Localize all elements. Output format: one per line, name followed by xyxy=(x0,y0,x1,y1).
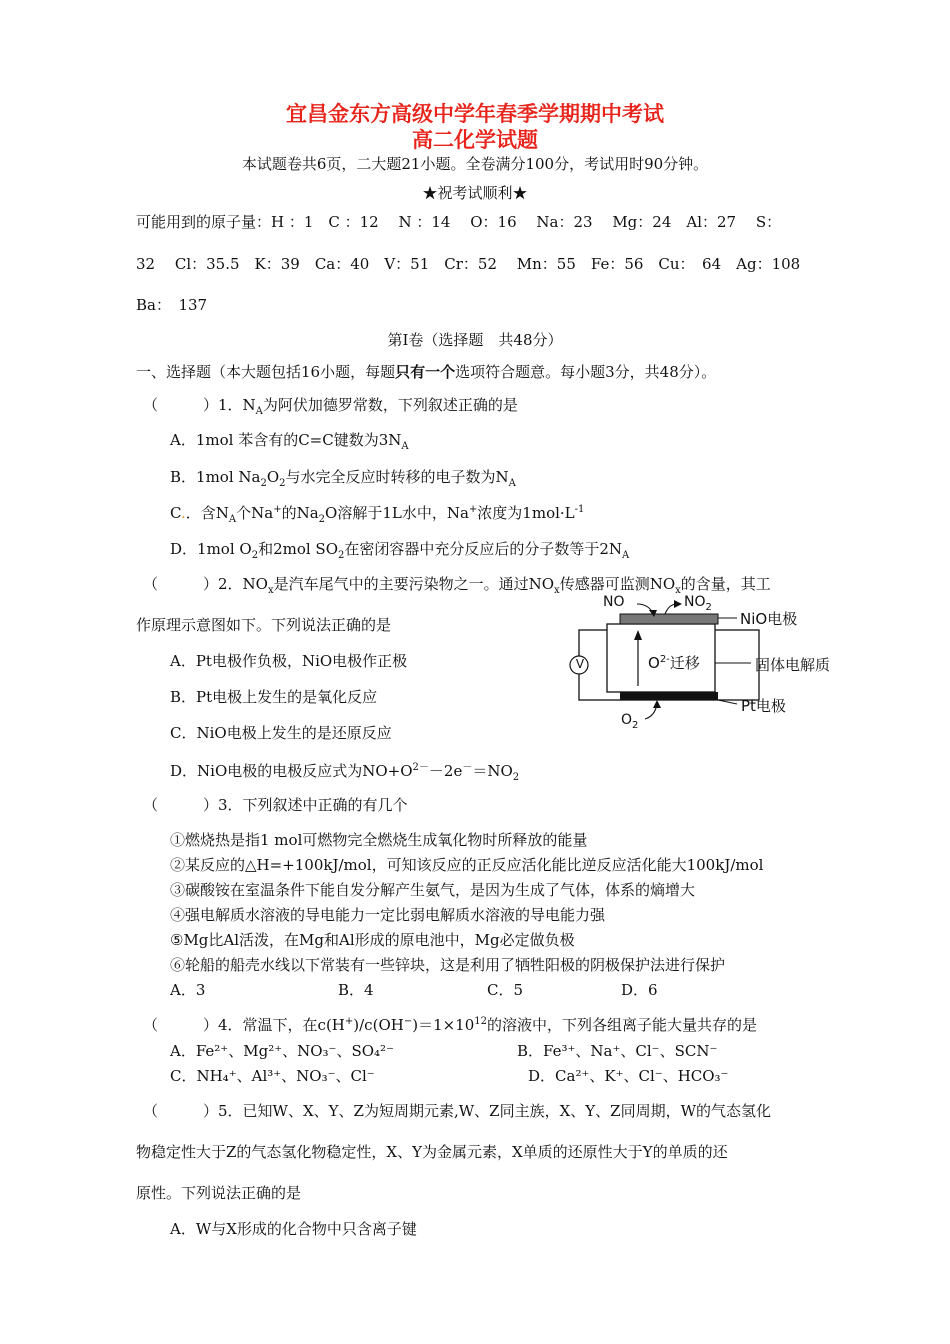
q1-option-a: A．1mol 苯含有的C=C键数为$3N_A$ xyxy=(170,431,409,452)
q1-stem: （ ）1．$N_A$为阿伏加德罗常数，下列叙述正确的是 xyxy=(143,396,518,417)
diagram-label-electrolyte: 固体电解质 xyxy=(755,656,831,674)
q4-option-c: C．NH₄⁺、Al³⁺、NO₃⁻、Cl⁻ xyxy=(170,1067,375,1085)
q1-option-b: B．1mol $Na_2O_2$与水完全反应时转移的电子数为$N_A$ xyxy=(170,468,516,489)
q2-option-c: C．NiO电极上发生的是还原反应 xyxy=(170,724,392,742)
diagram-label-no2: $NO_2$ xyxy=(684,594,712,613)
exam-subtitle: 高二化学试题 xyxy=(412,128,538,152)
q3-item-6: ⑥轮船的船壳水线以下常装有一些锌块，这是利用了牺牲阳极的阴极保护法进行保护 xyxy=(170,956,726,974)
q3-item-5: ⑤Mg比Al活泼，在Mg和Al形成的原电池中，Mg必定做负极 xyxy=(170,931,575,949)
q5-option-a: A．W与X形成的化合物中只含离子键 xyxy=(170,1220,417,1238)
q3-option-c: C．5 xyxy=(487,981,524,999)
atomic-mass-line-1: 可能用到的原子量：H ：1 C ：12 N ：14 O：16 Na：23 Mg：24 Al：27 S： xyxy=(136,213,782,231)
instr-emphasis: 只有一个 xyxy=(395,363,456,381)
diagram-label-pt: Pt电极 xyxy=(741,697,786,715)
o2-in-arrow-head xyxy=(653,700,661,708)
q5-stem-line-1: （ ）5．已知W、X、Y、Z为短周期元素,W、Z同主族，X、Y、Z同周期，W的气态氢化 xyxy=(143,1102,771,1120)
q2-option-d: D．NiO电极的电极反应式为$NO+O^{2-}-2e^-=NO_2$ xyxy=(170,762,520,783)
atomic-mass-line-3: Ba： 137 xyxy=(136,296,208,314)
q4-option-d: D．Ca²⁺、K⁺、Cl⁻、HCO₃⁻ xyxy=(528,1067,729,1085)
q3-item-1: ①燃烧热是指1 mol可燃物完全燃烧生成氧化物时所释放的能量 xyxy=(170,831,588,849)
q2-option-b: B．Pt电极上发生的是氧化反应 xyxy=(170,688,378,706)
atomic-mass-line-2: 32 Cl：35.5 K：39 Ca：40 V：51 Cr：52 Mn：55 Fe：56 Cu： 64 Ag：108 xyxy=(136,255,801,273)
q5-stem-line-2: 物稳定性大于Z的气态氢化物稳定性，X、Y为金属元素，X单质的还原性大于Y的单质的还 xyxy=(136,1143,728,1161)
q4-option-b: B．Fe³⁺、Na⁺、Cl⁻、SCN⁻ xyxy=(517,1042,718,1060)
q3-option-d: D．6 xyxy=(621,981,658,999)
section-instructions: 一、选择题（本大题包括16小题，每题只有一个选项符合题意。每小题3分，共48分）。 xyxy=(136,363,717,381)
section-title: 第Ⅰ卷（选择题 共48分） xyxy=(387,331,563,349)
no2-out-arrow-head xyxy=(674,600,682,608)
exam-wish: ★祝考试顺利★ xyxy=(422,184,528,202)
diagram-label-no: NO xyxy=(603,594,625,610)
diagram-label-v: V xyxy=(575,657,585,671)
exam-title: 宜昌金东方高级中学年春季学期期中考试 xyxy=(286,102,664,126)
q3-item-4: ④强电解质水溶液的导电能力一定比弱电解质水溶液的导电能力强 xyxy=(170,906,606,924)
q1-option-c: C.．含$N_A$个Na+的$Na_2O$溶解于1L水中，Na+浓度为$1mol\cdot L^{-1}$ xyxy=(170,504,585,525)
diagram-label-o2-migrate: $O^{2-}$迁移 xyxy=(648,654,700,672)
exam-intro: 本试题卷共6页，二大题21小题。全卷满分100分，考试用时90分钟。 xyxy=(241,155,709,173)
q2-option-a: A．Pt电极作负极，NiO电极作正极 xyxy=(170,652,408,670)
diagram-label-o2: $O_2$ xyxy=(621,712,639,731)
q3-stem: （ ）3．下列叙述中正确的有几个 xyxy=(143,796,408,814)
q1-option-d: D．1mol $O_2$和2mol $SO_2$在密闭容器中充分反应后的分子数等于$2N_A$ xyxy=(170,540,630,561)
q3-option-a: A．3 xyxy=(170,981,206,999)
q5-stem-line-3: 原性。下列说法正确的是 xyxy=(136,1184,302,1202)
q4-stem: （ ）4．常温下，在$c(H^+)/c(OH^-)=1\times 10^{12}$的溶液中，下列各组离子能大量共存的是 xyxy=(143,1016,758,1034)
pt-electrode xyxy=(620,692,718,700)
q3-item-2: ②某反应的△H=+100kJ/mol，可知该反应的正反应活化能比逆反应活化能大100kJ/mol xyxy=(170,856,764,874)
q4-option-a: A．Fe²⁺、Mg²⁺、NO₃⁻、SO₄²⁻ xyxy=(170,1042,394,1060)
q3-item-3: ③碳酸铵在室温条件下能自发分解产生氨气，是因为生成了气体，体系的熵增大 xyxy=(170,881,696,899)
no-in-arrow xyxy=(637,604,653,614)
q2-stem-line-2: 作原理示意图如下。下列说法正确的是 xyxy=(136,616,392,634)
q2-stem: （ ）2．$NO_x$是汽车尾气中的主要污染物之一。通过$NO_x$传感器可监测$NO_x$的含量，其工 xyxy=(143,575,771,596)
nio-electrode xyxy=(620,614,718,624)
diagram-label-nio: NiO电极 xyxy=(740,610,798,628)
q3-option-b: B．4 xyxy=(338,981,374,999)
